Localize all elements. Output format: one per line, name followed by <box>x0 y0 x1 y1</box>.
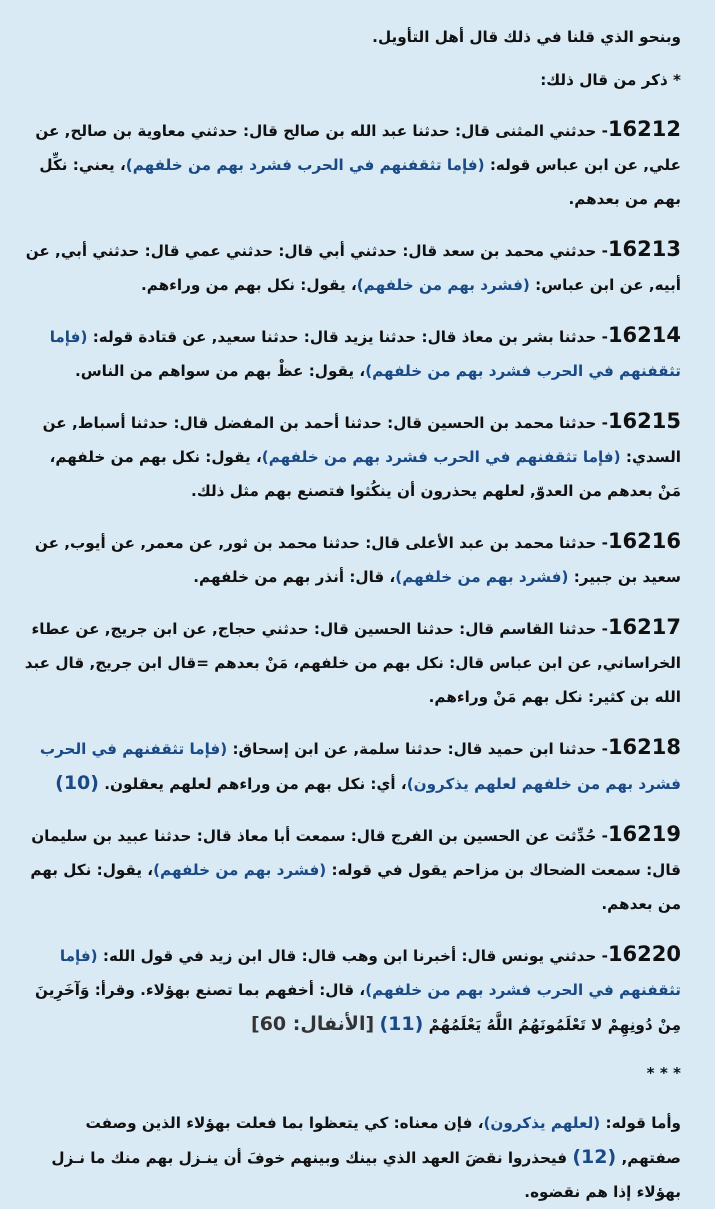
text-segment: ، يقول: نكل بهم من وراءهم. <box>140 276 357 294</box>
text-segment: وأما قوله: <box>600 1114 681 1132</box>
quran-quote: (فإما تثقفنهم في الحرب فشرد بهم من خلفهم) <box>261 448 621 466</box>
text-segment: ، أي: نكل بهم من وراءهم لعلهم يعقلون. <box>98 775 407 793</box>
hadith-paragraph <box>22 610 681 714</box>
quran-quote: (فشرد بهم من خلفهم) <box>395 568 569 586</box>
hadith-paragraph <box>22 232 681 302</box>
text-segment: ، فإن معناه: كي يتعظوا بما فعلت بهؤلاء الذين وصفت صفتهم, <box>85 1114 681 1167</box>
text-segment: - حدثني محمد بن سعد قال: حدثني أبي قال: حدثني عمي قال: حدثني أبي, عن أبيه, عن ابن عباس: <box>25 242 681 294</box>
hadith-paragraph <box>22 937 681 1042</box>
quran-quote: (فشرد بهم من خلفهم) <box>153 861 327 879</box>
hadith-number: 16218 <box>607 735 681 759</box>
text-segment: - حُدِّثت عن الحسين بن الفرج قال: سمعت أبا معاذ قال: حدثنا عبيد بن سليمان قال: سمعت الضحاك بن مزاحم يقول في قوله: <box>31 827 681 879</box>
quran-quote: (فإما تثقفنهم في الحرب فشرد بهم من خلفهم) <box>59 947 681 999</box>
hadith-paragraph <box>22 318 681 388</box>
hadith-number: 16220 <box>607 942 681 966</box>
hadith-paragraph <box>22 404 681 508</box>
quran-quote: (فإما تثقفنهم في الحرب فشرد بهم من خلفهم) <box>125 156 485 174</box>
text-segment: ، يعني: نكِّل بهم من بعدهم. <box>39 156 681 208</box>
text-segment: ، يقول: نكل بهم من بعدهم. <box>30 861 681 913</box>
hadith-list <box>22 112 681 1042</box>
hadith-number: 16212 <box>607 117 681 141</box>
hadith-paragraph <box>22 524 681 594</box>
verse-reference: [الأنفال: 60] <box>251 1013 375 1035</box>
hadith-number: 16213 <box>607 237 681 261</box>
final-paragraph <box>22 1106 681 1209</box>
text-segment: - حدثنا القاسم قال: حدثنا الحسين قال: حدثني حجاج, عن ابن جريج, عن عطاء الخراساني, عن ابن عباس قال: نكل بهم من خلفهم، مَنْ بعدهم =قال ابن جريج, قال عبد الله بن كثير: نكل بهم مَنْ وراءهم. <box>24 620 681 706</box>
quran-quote: (فشرد بهم من خلفهم) <box>356 276 530 294</box>
hadith-paragraph <box>22 730 681 801</box>
text-segment: ، يقول: عظْ بهم من سواهم من الناس. <box>74 362 366 380</box>
text-segment: ، قال: أنذر بهم من خلفهم. <box>193 568 396 586</box>
footnote-marker[interactable]: (10) <box>55 772 99 794</box>
hadith-paragraph <box>22 112 681 216</box>
text-segment: - حدثني يونس قال: أخبرنا ابن وهب قال: قال ابن زيد في قول الله: <box>97 947 608 965</box>
section-separator: * * * <box>646 1064 681 1082</box>
intro-paragraph: وبنحو الذي قلنا في ذلك قال أهل التأويل. <box>372 28 681 46</box>
text-segment: ، يقول: نكل بهم من خلفهم، مَنْ بعدهم من العدوّ, لعلهم يحذرون أن ينكُثوا فتصنع بهم مثل ذلك. <box>49 448 681 500</box>
hadith-number: 16216 <box>607 529 681 553</box>
hadith-number: 16214 <box>607 323 681 347</box>
hadith-number: 16215 <box>607 409 681 433</box>
text-segment: ، قال: أخفهم بما تصنع بهؤلاء. وقرأ: وَآخَرِينَ مِنْ دُونِهِمْ لا تَعْلَمُونَهُمُ اللَّهُ يَعْلَمُهُمْ <box>35 981 681 1034</box>
text-segment: - حدثنا محمد بن الحسين قال: حدثنا أحمد بن المفضل قال: حدثنا أسباط, عن السدي: <box>42 414 681 466</box>
hadith-paragraph <box>22 817 681 921</box>
text-segment: - حدثنا محمد بن عبد الأعلى قال: حدثنا محمد بن ثور, عن معمر, عن أيوب, عن سعيد بن جبير: <box>34 534 681 586</box>
text-segment: - حدثني المثنى قال: حدثنا عبد الله بن صالح قال: حدثني معاوية بن صالح, عن علي, عن ابن عباس قوله: <box>35 122 681 174</box>
hadith-number: 16219 <box>607 822 681 846</box>
text-segment: - حدثنا بشر بن معاذ قال: حدثنا يزيد قال: حدثنا سعيد, عن قتادة قوله: <box>87 328 608 346</box>
quran-quote: (فإما تثقفنهم في الحرب فشرد بهم من خلفهم) <box>49 328 681 380</box>
hadith-number: 16217 <box>607 615 681 639</box>
quran-quote: (لعلهم يذكرون) <box>483 1114 601 1132</box>
quran-quote: (فإما تثقفنهم في الحرب فشرد بهم من خلفهم لعلهم يذكرون) <box>39 740 681 793</box>
text-segment: فيحذروا نقضَ العهد الذي بينك وبينهم خوفَ أن ينـزل بهم منك ما نـزل بهؤلاء إذا هم نقضوه. <box>51 1149 681 1201</box>
footnote-marker[interactable]: (11) <box>379 1013 424 1035</box>
zikr-heading: * ذكر من قال ذلك: <box>540 71 681 89</box>
text-segment: - حدثنا ابن حميد قال: حدثنا سلمة, عن ابن إسحاق: <box>227 740 608 758</box>
footnote-marker[interactable]: (12) <box>572 1146 617 1168</box>
